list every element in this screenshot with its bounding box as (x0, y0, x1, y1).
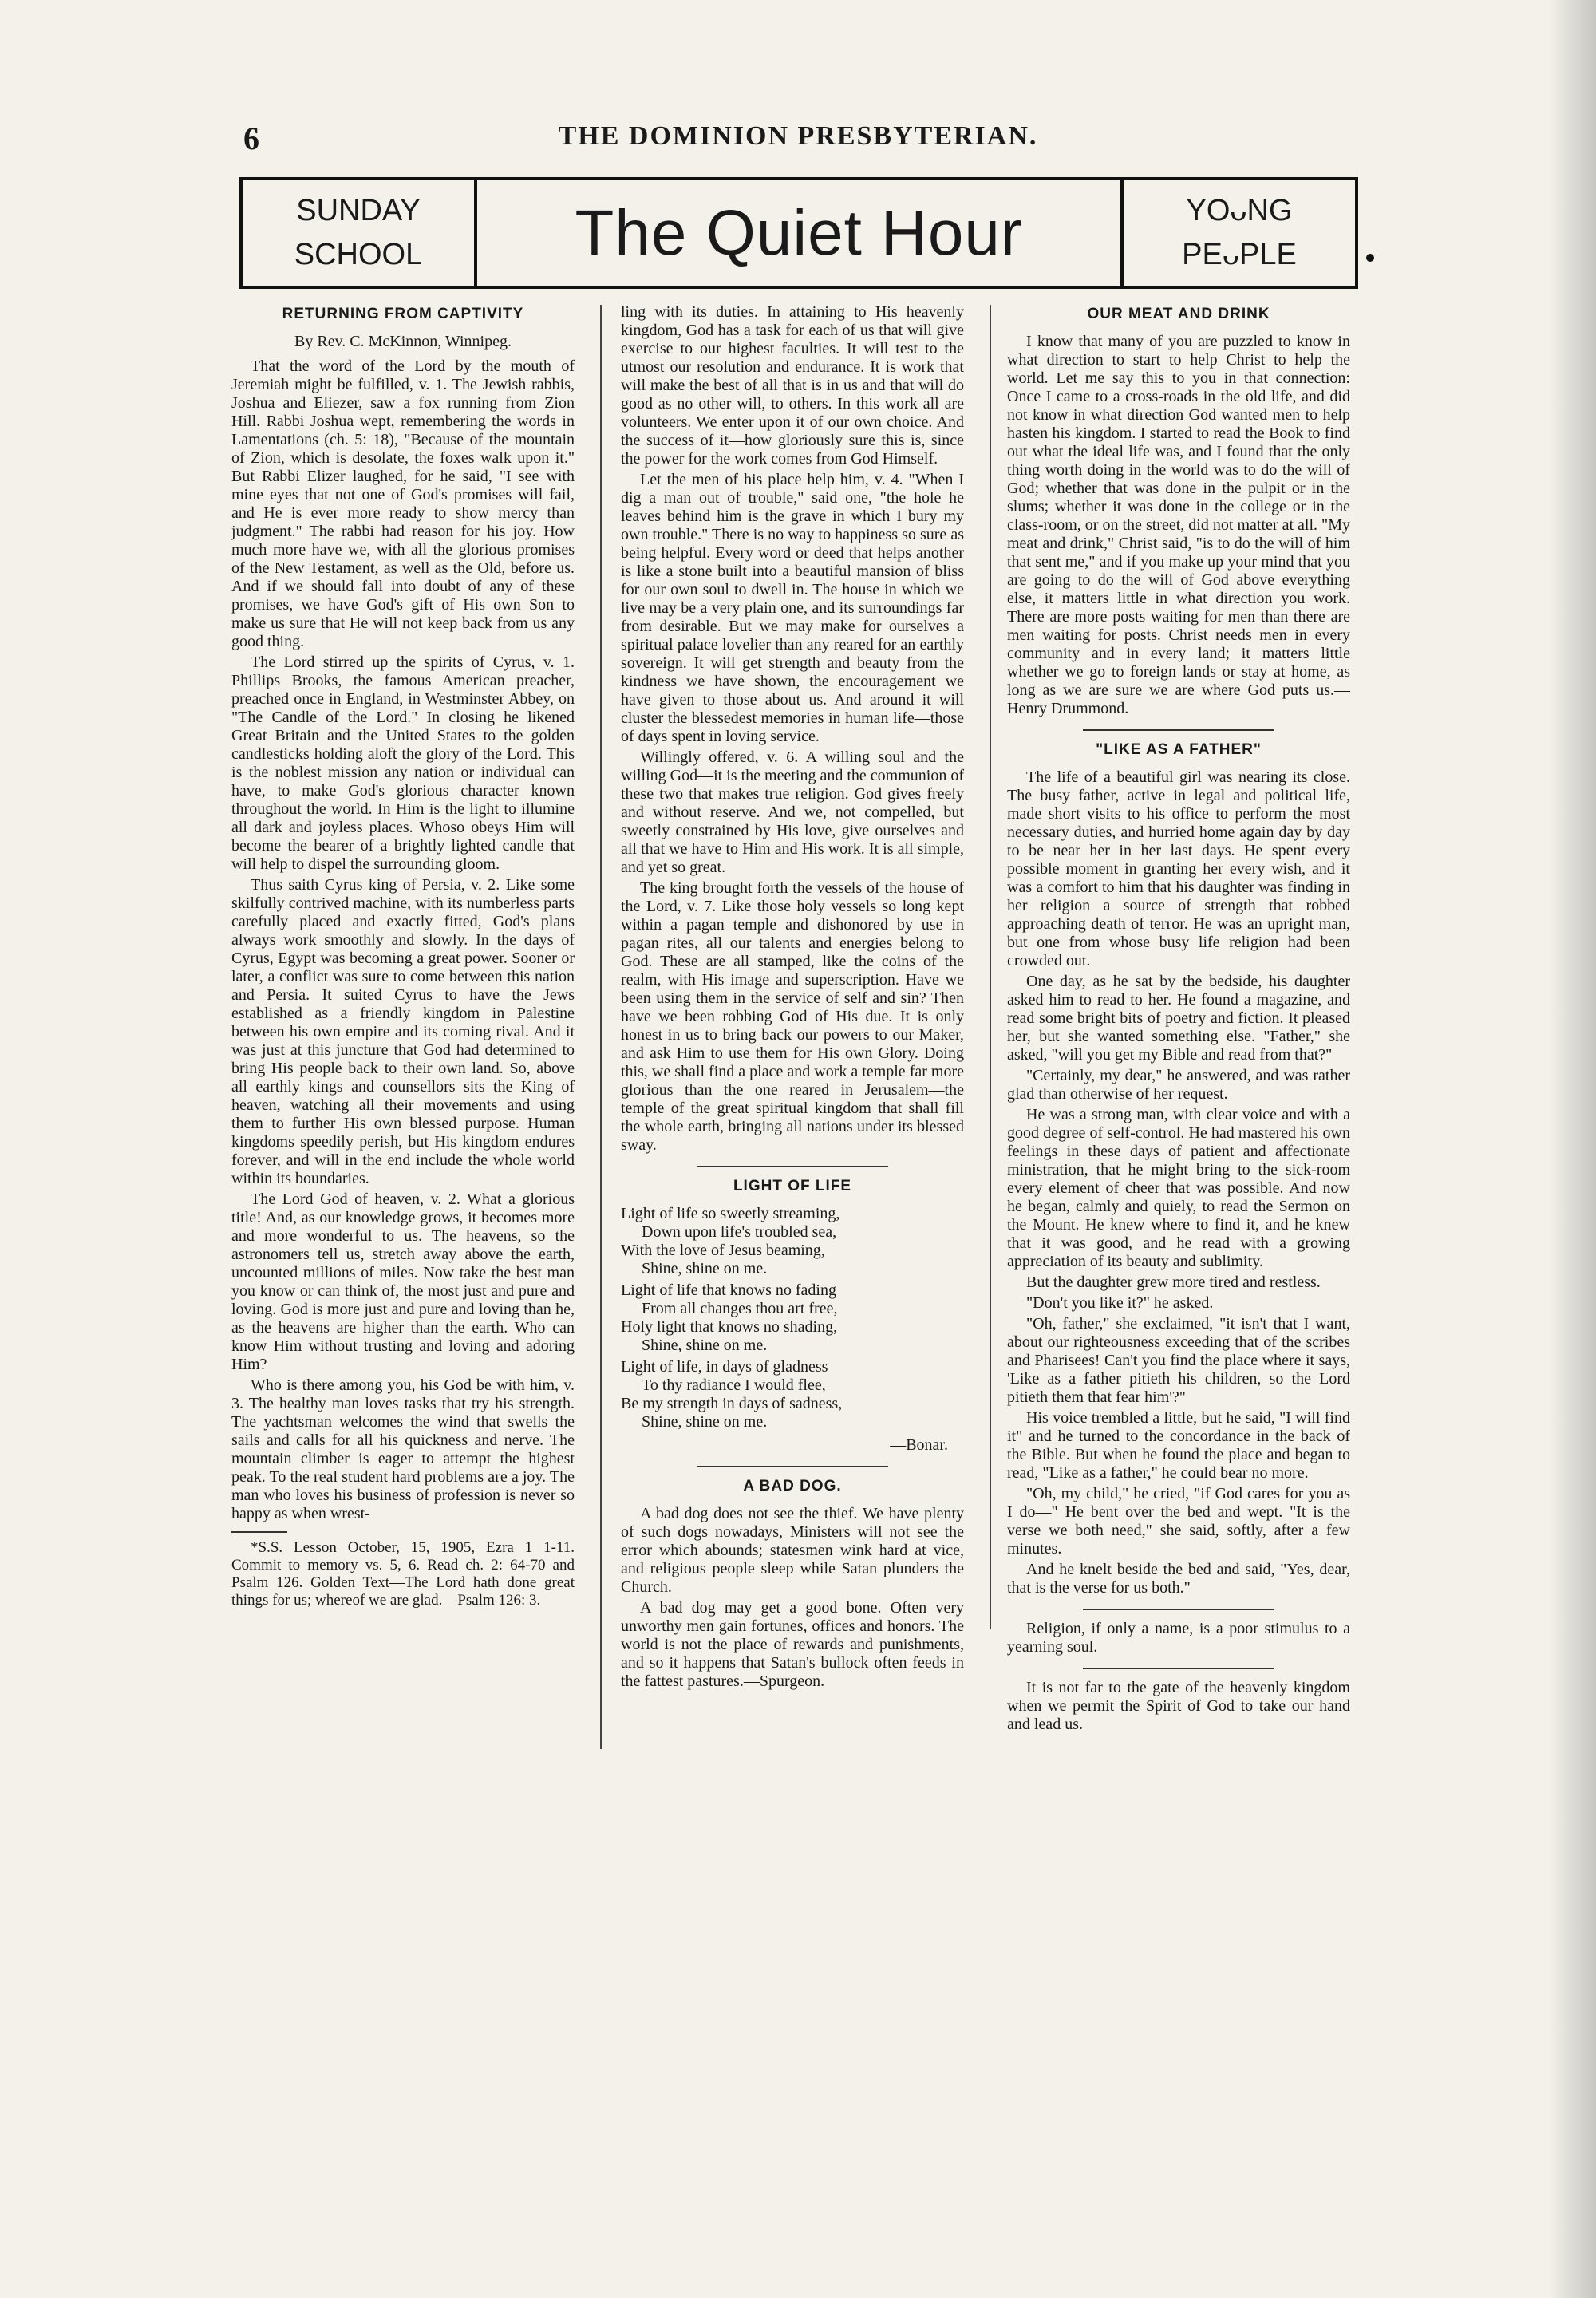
paragraph: "Certainly, my dear," he answered, and was rather glad than otherwise of her request. (1007, 1067, 1350, 1103)
poem-stanza (621, 1358, 964, 1431)
poem-line: Shine, shine on me. (642, 1260, 768, 1277)
masthead-right-box (1120, 180, 1355, 286)
section-rule (697, 1166, 888, 1167)
poem-line: With the love of Jesus beaming, (621, 1242, 825, 1259)
paragraph: Religion, if only a name, is a poor stimulus to a yearning soul. (1007, 1620, 1350, 1656)
poem-line: Shine, shine on me. (642, 1337, 768, 1354)
poem-stanza (621, 1205, 964, 1278)
paragraph: I know that many of you are puzzled to know in what direction to start to help Christ to help the world. Let me say this to you in that connection: Once I came to a cross-roads in the old life, and did not know in what direction God wanted men to help hasten his kingdom. I started to read the Book to find out what the ideal life was, and I found that the only thing worth doing in the world was to do the will of God; whether that was done in the pulpit or in the slums; whether it was done in the college or in the class-room, or on the street, did not matter at all. "My meat and drink," Christ said, "is to do the will of him that sent me," and if you make up your mind that you are going to do the will of God above everything else, it matters little in what direction you work. There are more posts waiting for men than there are men waiting for posts. Christ needs men in every community and in every land; it matters little whether we go to foreign lands or stay at home, as long as we are sure we are where God puts us.—Henry Drummond. (1007, 333, 1350, 717)
paragraph: A bad dog does not see the thief. We have plenty of such dogs nowadays, Ministers will not see the error which abounds; statesmen wink hard at vice, and religious people sleep while Satan plunders the Church. (621, 1505, 964, 1596)
masthead-left-line1: SUNDAY (296, 193, 421, 227)
paragraph: The king brought forth the vessels of the house of the Lord, v. 7. Like those holy vessels so long kept within a pagan temple and dishonored by use in pagan rites, all our talents and energies belong to God. These are all stamped, like the coins of the realm, with His image and superscription. Have we been using them in the service of self and sin? Then have we been robbing God of His due. It is only honest in us to bring back our powers to our Maker, and ask Him to use them for His own Glory. Doing this, we shall find a place and work a temple far more glorious than the one reared in Jerusalem—the temple of the great spiritual kingdom that shall fill the whole earth, bringing all nations under its blessed sway. (621, 879, 964, 1154)
section-rule (697, 1466, 888, 1467)
poem (621, 1205, 964, 1431)
article-heading-meat-drink: OUR MEAT AND DRINK (1087, 306, 1270, 322)
column-right (1007, 303, 1350, 1736)
column-middle (621, 303, 964, 1693)
paragraph: "Oh, father," she exclaimed, "it isn't that I want, about our righteousness exceeding that of the scribes and Pharisees! Can't you find the place where it says, 'Like as a father pitieth his children, so the Lord pitieth them that fear him'?" (1007, 1315, 1350, 1406)
footnote: *S.S. Lesson October, 15, 1905, Ezra 1 1-11. Commit to memory vs. 5, 6. Read ch. 2: 64-70 and Psalm 126. Golden Text—The Lord hath done great things for us; whereof we are glad.—Psalm 126: 3. (231, 1539, 575, 1609)
paragraph: Let the men of his place help him, v. 4. "When I dig a man out of trouble," said one, "the hole he leaves behind him is the grave in which I bury my own trouble." There is no way to happiness so sure as being helpful. Every word or deed that helps another is like a stone built into a beautiful mansion of bliss for our own soul to dwell in. The house in which we live may be a very plain one, and its surroundings far from desirable. But we may make for ourselves a spiritual palace lovelier than any reared for an earthly sovereign. It will get strength and beauty from the kindness we have shown, the encouragement we have given to those about us. And around it will cluster the blessedest memories in human life—those of days spent in loving service. (621, 471, 964, 745)
paragraph: The Lord God of heaven, v. 2. What a glorious title! And, as our knowledge grows, it becomes more and more wonderful to us. The heavens, so the astronomers tell us, stretch away above the earth, uncounted millions of miles. Now take the best man you know or can think of, the most just and pure and loving. God is more just and pure and loving than he, as the heavens are higher than the earth. Who can know Him without trusting and loving and adoring Him? (231, 1190, 575, 1373)
article-byline: By Rev. C. McKinnon, Winnipeg. (294, 333, 512, 350)
masthead-right-line2: PEᴗPLE (1182, 238, 1297, 271)
poem-line: Down upon life's troubled sea, (642, 1223, 837, 1241)
section-rule (1083, 1609, 1274, 1610)
masthead-right-line1: YOᴗNG (1186, 193, 1293, 227)
paragraph: Who is there among you, his God be with him, v. 3. The healthy man loves tasks that try his strength. The yachtsman welcomes the wind that swells the sails and calls for all his quickness and nerve. The mountain climber is eager to attempt the highest peak. To the real student hard problems are a joy. The man who loves his business of profession is never so happy as when wrest- (231, 1376, 575, 1522)
paragraph: His voice trembled a little, but he said, "I will find it" and he turned to the concordance in the back of the Bible. But when he found the place and began to read, "Like as a father," he could bear no more. (1007, 1409, 1350, 1482)
section-rule (1083, 1668, 1274, 1669)
paragraph: The life of a beautiful girl was nearing its close. The busy father, active in legal and political life, made short visits to his office to perform the most necessary duties, and hurried home again day by day to be near her in her last days. He spent every possible moment in granting her every wish, and it was a comfort to him that his daughter was finding in her religion a source of strength that robbed approaching death of terror. He was an upright man, but one from whose busy life religion had been crowded out. (1007, 768, 1350, 969)
running-head: THE DOMINION PRESBYTERIAN. (558, 121, 1038, 151)
column-rule-1 (600, 305, 602, 1749)
paragraph: "Oh, my child," he cried, "if God cares for you as I do—" He bent over the bed and wept. "It is the verse we both need," she said, softly, after a few minutes. (1007, 1485, 1350, 1558)
masthead (239, 177, 1358, 289)
masthead-title: The Quiet Hour (575, 197, 1023, 268)
paragraph: A bad dog may get a good bone. Often very unworthy men gain fortunes, offices and honors. The world is not the place of rewards and punishments, and so it happens that Satan's bullock often feeds in the fattest pastures.—Spurgeon. (621, 1599, 964, 1690)
poem-heading: LIGHT OF LIFE (733, 1178, 852, 1194)
page-number: 6 (243, 120, 259, 156)
column-rule-2 (990, 305, 991, 1629)
footnote-rule (231, 1531, 287, 1533)
poem-line: To thy radiance I would flee, (642, 1376, 826, 1394)
paragraph: The Lord stirred up the spirits of Cyrus, v. 1. Phillips Brooks, the famous American preacher, preached once in England, in Westminster Abbey, on "The Candle of the Lord." In closing he likened Great Britain and the United States to the golden candlesticks holding aloft the glory of the Lord. This is the noblest mission any nation or individual can have, to make God's glorious character known throughout the world. In Him is the light to illumine all dark and joyless places. Whoso obeys Him will become the bearer of a brightly lighted candle that will help to dispel the surrounding gloom. (231, 653, 575, 873)
poem-line: From all changes thou art free, (642, 1300, 838, 1317)
poem-signature: —Bonar. (890, 1436, 948, 1454)
article-heading-bad-dog: A BAD DOG. (743, 1478, 842, 1494)
paragraph: One day, as he sat by the bedside, his daughter asked him to read to her. He found a magazine, and read some bright bits of poetry and fiction. It pleased her, but she wanted something else. "Father," she asked, "will you get my Bible and read from that?" (1007, 973, 1350, 1064)
paragraph: But the daughter grew more tired and restless. (1026, 1273, 1321, 1291)
poem-line: Light of life, in days of gladness (621, 1358, 828, 1376)
paragraph: He was a strong man, with clear voice and with a good degree of self-control. He had mastered his own feelings in these days of patient and affectionate ministration, that he might bring to the sick-room every element of cheer that was possible. And now he began, calmly and quiely, to read the Sermon on the Mount. He knew where to find it, and he knew that it was good, and he read with a growing appreciation of its beauty and sublimity. (1007, 1106, 1350, 1270)
poem-line: Light of life so sweetly streaming, (621, 1205, 840, 1222)
paragraph: "Don't you like it?" he asked. (1026, 1294, 1214, 1312)
poem-stanza (621, 1281, 964, 1355)
margin-dot (1366, 254, 1374, 262)
paragraph: That the word of the Lord by the mouth of Jeremiah might be fulfilled, v. 1. The Jewish rabbis, Joshua and Eliezer, saw a fox running from Zion Hill. Rabbi Joshua wept, remembering the words in Lamentations (ch. 5: 18), "Because of the mountain of Zion, which is desolate, the foxes walk upon it." But Rabbi Elizer laughed, for he said, "I see with mine eyes that not one of God's promises will fail, and He is ever more ready to show mercy than judgment." The rabbi had reason for his joy. How much more have we, with all the glorious promises of the New Testament, as well as the Old, before us. And if we should fall into doubt of any of these promises, we have God's gift of His own Son to make us sure that He will not keep back from us any good thing. (231, 357, 575, 650)
paragraph: ling with its duties. In attaining to His heavenly kingdom, God has a task for each of us that will give exercise to our highest faculties. It will test to the utmost our resolution and endurance. It is work that will make the best of all that is in us and that will do good as no other will, to others. In this work all are volunteers. We enter upon it of our own choice. And the success of it—how gloriously sure this is, since the power for the work comes from God Himself. (621, 303, 964, 468)
page-edge-shadow (1548, 0, 1596, 2298)
article-heading-returning: RETURNING FROM CAPTIVITY (282, 306, 524, 322)
masthead-left-line2: SCHOOL (294, 238, 423, 271)
poem-line: Be my strength in days of sadness, (621, 1395, 843, 1412)
paragraph: Willingly offered, v. 6. A willing soul and the willing God—it is the meeting and the communion of these two that makes true religion. God gives freely and without reserve. And we, not compelled, but sweetly constrained by His love, give ourselves and all that we have to Him and His work. It is all simple, and yet so great. (621, 748, 964, 876)
poem-line: Shine, shine on me. (642, 1413, 768, 1431)
paragraph: And he knelt beside the bed and said, "Yes, dear, that is the verse for us both." (1007, 1561, 1350, 1597)
paragraph: It is not far to the gate of the heavenly kingdom when we permit the Spirit of God to take our hand and lead us. (1007, 1679, 1350, 1733)
article-heading-like-father: "LIKE AS A FATHER" (1096, 741, 1262, 758)
paragraph: Thus saith Cyrus king of Persia, v. 2. Like some skilfully contrived machine, with its numberless parts carefully placed and exactly fitted, God's plans always work smoothly and slowly. In the days of Cyrus, Egypt was becoming a great power. Sooner or later, a conflict was sure to come between this nation and Persia. It suited Cyrus to have the Jews established as a friendly kingdom in Palestine between his own empire and its coming rival. And it was just at this juncture that God had determined to bring His people back to their own land. So, above all earthly kings and counsellors sits the King of heaven, watching all their movements and using them to further His own blessed purpose. Human kingdoms speedily perish, but His kingdom endures forever, and will in the end include the whole world within its boundaries. (231, 876, 575, 1187)
poem-line: Holy light that knows no shading, (621, 1318, 838, 1336)
poem-line: Light of life that knows no fading (621, 1281, 836, 1299)
section-rule (1083, 729, 1274, 731)
column-left (231, 303, 575, 1612)
masthead-left-box (243, 180, 477, 286)
